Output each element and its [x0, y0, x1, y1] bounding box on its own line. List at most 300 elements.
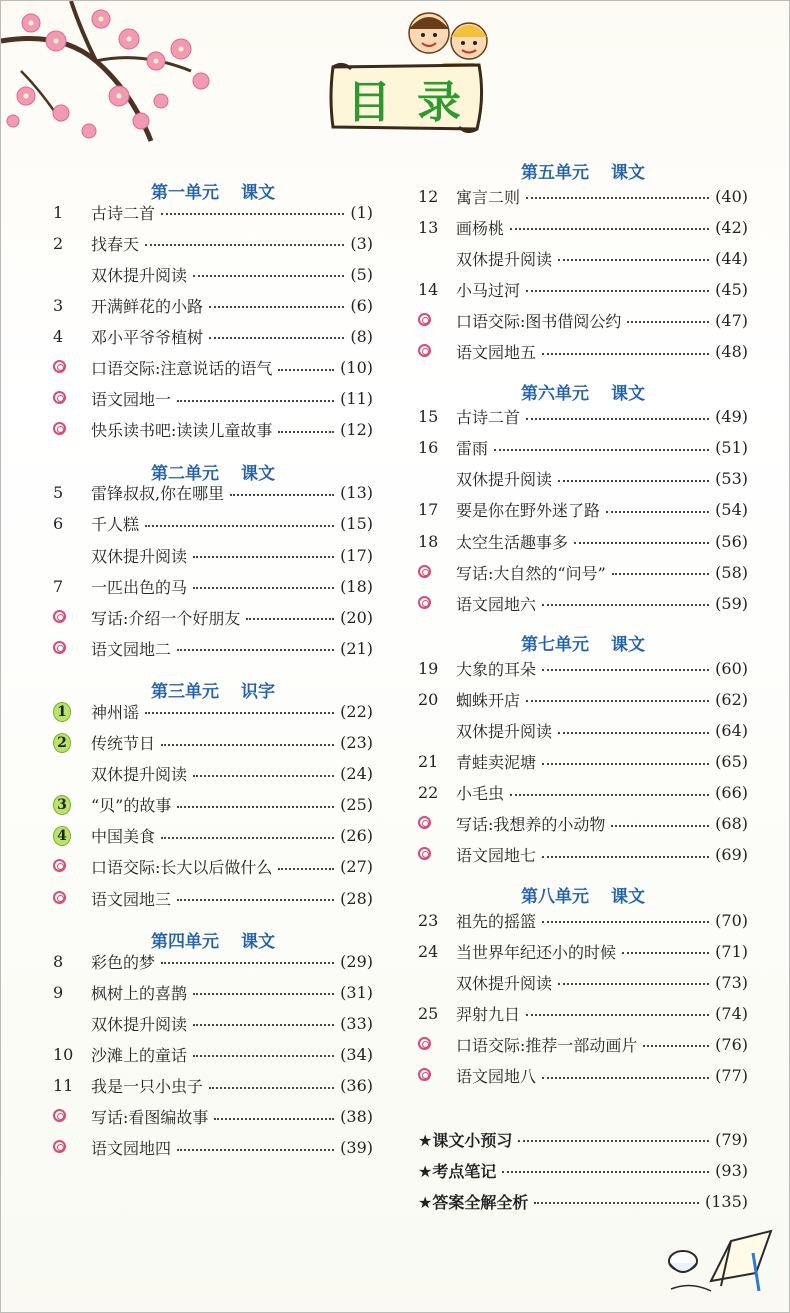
toc-entry[interactable] — [53, 947, 373, 975]
dot-leader — [558, 983, 709, 985]
page-number: (29) — [340, 951, 373, 971]
lesson-number: 12 — [418, 186, 439, 206]
toc-entry[interactable] — [418, 717, 748, 745]
lesson-number-badge — [53, 732, 91, 753]
lesson-number: 18 — [418, 531, 439, 551]
unit-name: 第七单元 — [521, 635, 589, 656]
entry-title: 中国美食 — [91, 827, 156, 847]
page-number: (5) — [350, 264, 373, 284]
green-number-badge: 2 — [53, 733, 71, 753]
lesson-number: 24 — [418, 941, 439, 961]
unit-name: 第四单元 — [151, 932, 219, 953]
entry-title: 语文园地四 — [91, 1139, 172, 1159]
dot-leader — [526, 197, 709, 199]
unit-kind: 识字 — [241, 682, 275, 703]
dot-leader — [510, 794, 709, 796]
dot-leader — [177, 899, 334, 901]
double-circle-icon — [418, 596, 431, 609]
page-number: (18) — [340, 576, 373, 596]
unit-name: 第三单元 — [151, 682, 219, 703]
lesson-number: 23 — [418, 910, 439, 930]
unit-heading — [418, 630, 748, 655]
appendix-title: ★考点笔记 — [418, 1161, 497, 1181]
circle-bullet-icon — [418, 311, 456, 330]
toc-entry[interactable] — [418, 968, 748, 996]
dot-leader — [177, 1149, 334, 1151]
double-circle-icon — [418, 313, 431, 326]
page-number: (64) — [715, 721, 748, 740]
toc-entry[interactable] — [53, 853, 373, 881]
dot-leader — [161, 213, 344, 215]
page-number: (77) — [715, 1066, 748, 1085]
dot-leader — [145, 525, 334, 527]
dot-leader — [542, 604, 709, 606]
toc-entry[interactable] — [418, 434, 748, 462]
toc-entry[interactable] — [53, 354, 373, 382]
page-number: (23) — [340, 733, 373, 752]
toc-entry[interactable] — [53, 760, 373, 788]
toc-entry[interactable] — [418, 275, 748, 303]
entry-title: 开满鲜花的小路 — [91, 296, 204, 316]
toc-entry[interactable] — [53, 260, 373, 288]
entry-title: 彩色的梦 — [91, 952, 156, 972]
dot-leader — [611, 825, 709, 827]
double-circle-icon — [53, 1109, 66, 1122]
page-number: (51) — [715, 438, 748, 458]
entry-title: 要是你在野外迷了路 — [456, 501, 601, 521]
entry-title: 大象的耳朵 — [456, 659, 537, 679]
unit-kind: 课文 — [241, 932, 275, 953]
double-circle-icon — [53, 391, 66, 404]
unit-heading — [418, 158, 748, 183]
lesson-number: 20 — [418, 689, 439, 709]
unit-kind: 课文 — [611, 163, 645, 183]
page-number: (17) — [340, 545, 373, 565]
toc-entry[interactable] — [53, 603, 373, 631]
page-number: (56) — [715, 531, 748, 551]
entry-title: 双休提升阅读 — [456, 470, 553, 490]
toc-entry[interactable] — [53, 884, 373, 912]
entry-title: 双休提升阅读 — [91, 546, 188, 566]
double-circle-icon — [53, 641, 66, 654]
toc-entry[interactable] — [418, 558, 748, 586]
page-number: (65) — [715, 752, 748, 772]
toc-entry[interactable] — [418, 906, 748, 934]
appendix-entry[interactable] — [418, 1156, 748, 1184]
dot-leader — [193, 587, 334, 589]
lesson-number: 6 — [53, 514, 64, 534]
lesson-number: 9 — [53, 982, 64, 1002]
toc-entry[interactable] — [418, 748, 748, 776]
page-number: (34) — [340, 1044, 373, 1064]
circle-bullet-icon — [53, 358, 91, 377]
toc-entry[interactable] — [53, 729, 373, 757]
page-number: (28) — [340, 888, 373, 908]
double-circle-icon — [418, 1068, 431, 1081]
dot-leader — [177, 806, 334, 808]
page-number: (38) — [340, 1107, 373, 1127]
page-number: (66) — [715, 783, 748, 803]
unit-name: 第八单元 — [521, 887, 589, 907]
lesson-number: 10 — [53, 1044, 74, 1064]
page-number: (135) — [704, 1191, 748, 1211]
dot-leader — [510, 228, 709, 230]
dot-leader — [193, 275, 344, 277]
entry-title: 找春天 — [91, 234, 140, 254]
lesson-number: 11 — [53, 1076, 74, 1095]
entry-title: 语文园地一 — [91, 390, 172, 410]
double-circle-icon — [53, 891, 66, 904]
page-number: (76) — [715, 1034, 748, 1054]
dot-leader — [542, 921, 709, 923]
page-number: (73) — [715, 972, 748, 992]
dot-leader — [193, 775, 334, 777]
toc-entry[interactable] — [418, 654, 748, 682]
lesson-number-badge — [53, 825, 91, 846]
double-circle-icon — [418, 816, 431, 829]
lesson-number: 17 — [418, 500, 439, 520]
entry-title: 双休提升阅读 — [456, 249, 553, 269]
circle-bullet-icon — [53, 1138, 91, 1157]
dot-leader — [145, 712, 334, 714]
entry-title: 写话:介绍一个好朋友 — [91, 608, 241, 628]
toc-entry[interactable] — [418, 527, 748, 555]
toc-entry[interactable] — [418, 685, 748, 713]
toc-entry[interactable] — [53, 1072, 373, 1100]
page-number: (79) — [715, 1129, 748, 1149]
dot-leader — [558, 480, 709, 482]
entry-title: 一匹出色的马 — [91, 577, 188, 597]
page-number: (71) — [715, 941, 748, 961]
page-number: (22) — [340, 701, 373, 721]
circle-bullet-icon — [53, 389, 91, 408]
dot-leader — [209, 1087, 334, 1089]
appendix-title: ★课文小预习 — [418, 1130, 513, 1150]
page-number: (62) — [715, 689, 748, 709]
toc-entry[interactable] — [53, 385, 373, 413]
toc-entry[interactable] — [53, 322, 373, 350]
dot-leader — [209, 337, 344, 339]
circle-bullet-icon — [418, 563, 456, 582]
lesson-number: 21 — [418, 752, 439, 772]
circle-bullet-icon — [53, 1107, 91, 1126]
dot-leader — [145, 244, 344, 246]
double-circle-icon — [53, 859, 66, 872]
dot-leader — [494, 449, 709, 451]
entry-title: 邓小平爷爷植树 — [91, 327, 204, 347]
toc-entry[interactable] — [418, 1030, 748, 1058]
entry-title: 语文园地二 — [91, 639, 172, 659]
entry-title: 写话:大自然的“问号” — [456, 563, 606, 583]
toc-entry[interactable] — [53, 1134, 373, 1162]
toc-entry[interactable] — [53, 229, 373, 257]
dot-leader — [558, 259, 709, 261]
double-circle-icon — [418, 1037, 431, 1050]
double-circle-icon — [53, 422, 66, 435]
unit-name: 第一单元 — [151, 183, 219, 203]
entry-title: “贝”的故事 — [91, 796, 172, 816]
double-circle-icon — [418, 344, 431, 357]
dot-leader — [502, 1171, 709, 1173]
entry-title: 语文园地六 — [456, 594, 537, 614]
entry-title: 千人糕 — [91, 515, 140, 535]
entry-title: 古诗二首 — [456, 408, 521, 428]
green-number-badge: 4 — [53, 826, 71, 846]
entry-title: 语文园地五 — [456, 343, 537, 362]
entry-title: 羿射九日 — [456, 1004, 521, 1024]
dot-leader — [193, 993, 334, 995]
entry-title: 双休提升阅读 — [456, 722, 553, 741]
entry-title: 写话:看图编故事 — [91, 1108, 209, 1128]
circle-bullet-icon — [53, 608, 91, 627]
dot-leader — [177, 400, 334, 402]
double-circle-icon — [418, 565, 431, 578]
entry-title: 写话:我想养的小动物 — [456, 815, 606, 835]
lesson-number: 14 — [418, 279, 439, 299]
dot-leader — [246, 618, 334, 620]
circle-bullet-icon — [418, 845, 456, 864]
unit-kind: 课文 — [241, 183, 275, 203]
dot-leader — [542, 1077, 709, 1079]
dot-leader — [526, 418, 709, 420]
green-number-badge: 3 — [53, 795, 71, 815]
lesson-number: 25 — [418, 1003, 439, 1023]
entry-title: 传统节日 — [91, 734, 156, 753]
page-number: (3) — [350, 233, 373, 253]
page-number: (24) — [340, 764, 373, 784]
page-number: (12) — [340, 420, 373, 440]
page-number: (54) — [715, 500, 748, 520]
double-circle-icon — [53, 360, 66, 373]
dot-leader — [542, 353, 709, 355]
dot-leader — [574, 542, 709, 544]
book-and-cup-icon — [661, 1211, 781, 1301]
appendix-entry[interactable] — [418, 1125, 748, 1153]
toc-entry[interactable] — [53, 634, 373, 662]
toc-entry[interactable] — [418, 182, 748, 210]
unit-heading — [418, 882, 748, 907]
circle-bullet-icon — [53, 889, 91, 908]
lesson-number: 16 — [418, 438, 439, 458]
dot-leader — [612, 573, 709, 575]
dot-leader — [177, 649, 334, 651]
unit-heading — [418, 379, 748, 404]
page-number: (42) — [715, 217, 748, 237]
title-char-1: 目 — [347, 77, 395, 128]
dot-leader — [558, 732, 709, 734]
entry-title: 青蛙卖泥塘 — [456, 753, 537, 773]
toc-entry[interactable] — [53, 1009, 373, 1037]
dot-leader — [278, 431, 334, 433]
lesson-number: 22 — [418, 783, 439, 803]
toc-entry[interactable] — [418, 937, 748, 965]
double-circle-icon — [53, 1140, 66, 1153]
toc-entry[interactable] — [418, 244, 748, 272]
dot-leader — [193, 556, 334, 558]
title-char-2: 录 — [417, 77, 465, 128]
toc-entry[interactable] — [53, 1040, 373, 1068]
page-number: (10) — [340, 358, 373, 377]
entry-title: 寓言二则 — [456, 187, 521, 207]
page-number: (31) — [340, 982, 373, 1002]
lesson-number: 13 — [418, 217, 439, 237]
entry-title: 口语交际:图书借阅公约 — [456, 311, 622, 331]
toc-entry[interactable] — [53, 510, 373, 538]
toc-entry[interactable] — [418, 999, 748, 1027]
lesson-number: 15 — [418, 407, 439, 427]
page-number: (20) — [340, 607, 373, 627]
circle-bullet-icon — [418, 594, 456, 613]
circle-bullet-icon — [418, 1066, 456, 1085]
page-number: (11) — [340, 389, 373, 409]
toc-entry[interactable] — [53, 198, 373, 226]
page-number: (48) — [715, 342, 748, 361]
entry-title: 口语交际:推荐一部动画片 — [456, 1035, 638, 1055]
entry-title: 口语交际:长大以后做什么 — [91, 858, 273, 878]
dot-leader — [278, 868, 334, 870]
dot-leader — [193, 1055, 334, 1057]
toc-entry[interactable] — [418, 779, 748, 807]
dot-leader — [542, 763, 709, 765]
toc-entry[interactable] — [418, 496, 748, 524]
lesson-number: 2 — [53, 233, 64, 253]
dot-leader — [542, 669, 709, 671]
toc-entry[interactable] — [53, 697, 373, 725]
entry-title: 当世界年纪还小的时候 — [456, 942, 617, 962]
circle-bullet-icon — [53, 857, 91, 876]
entry-title: 雷雨 — [456, 439, 489, 459]
dot-leader — [214, 1118, 334, 1120]
toc-entry[interactable] — [53, 416, 373, 444]
entry-title: 古诗二首 — [91, 203, 156, 223]
entry-title: 小马过河 — [456, 280, 521, 300]
entry-title: 沙滩上的童话 — [91, 1045, 188, 1065]
toc-entry[interactable] — [418, 213, 748, 241]
unit-name: 第二单元 — [151, 463, 219, 484]
toc-entry[interactable] — [53, 791, 373, 819]
toc-entry[interactable] — [418, 841, 748, 869]
page-number: (44) — [715, 248, 748, 268]
dot-leader — [161, 962, 334, 964]
lesson-number: 3 — [53, 295, 64, 315]
lesson-number: 4 — [53, 326, 64, 346]
entry-title: 我是一只小虫子 — [91, 1077, 204, 1096]
lesson-number-badge — [53, 794, 91, 815]
toc-entry[interactable] — [418, 306, 748, 334]
lesson-number: 7 — [53, 576, 64, 596]
entry-title: 语文园地三 — [91, 889, 172, 909]
entry-title: 祖先的摇篮 — [456, 911, 537, 931]
dot-leader — [518, 1140, 709, 1142]
toc-entry[interactable] — [418, 1062, 748, 1090]
page-number: (45) — [715, 279, 748, 299]
page-number: (40) — [715, 186, 748, 206]
page-number: (53) — [715, 469, 748, 489]
page-number: (74) — [715, 1003, 748, 1023]
toc-entry[interactable] — [418, 403, 748, 431]
toc-entry[interactable] — [53, 978, 373, 1006]
page-number: (60) — [715, 658, 748, 678]
entry-title: 双休提升阅读 — [91, 265, 188, 285]
toc-entry[interactable] — [418, 465, 748, 493]
page-number: (15) — [340, 514, 373, 534]
toc-entry[interactable] — [53, 479, 373, 507]
page-number: (36) — [340, 1076, 373, 1095]
toc-entry[interactable] — [418, 338, 748, 366]
dot-leader — [643, 1045, 709, 1047]
appendix-title: ★答案全解全析 — [418, 1192, 529, 1212]
unit-kind: 课文 — [611, 887, 645, 907]
unit-name: 第六单元 — [521, 383, 589, 404]
page-number: (27) — [340, 857, 373, 877]
toc-entry[interactable] — [53, 572, 373, 600]
toc-entry[interactable] — [53, 541, 373, 569]
dot-leader — [526, 290, 709, 292]
page-number: (93) — [715, 1160, 748, 1180]
lesson-number: 5 — [53, 483, 64, 503]
green-number-badge: 1 — [53, 702, 71, 722]
page-number: (59) — [715, 593, 748, 613]
toc-entry[interactable] — [418, 810, 748, 838]
toc-entry[interactable] — [418, 589, 748, 617]
dot-leader — [534, 1202, 699, 1204]
lesson-number: 8 — [53, 951, 64, 971]
entry-title: 画杨桃 — [456, 218, 505, 238]
dot-leader — [230, 494, 334, 496]
lesson-number-badge — [53, 701, 91, 722]
unit-name: 第五单元 — [521, 163, 589, 183]
entry-title: 语文园地七 — [456, 846, 537, 866]
page-number: (70) — [715, 910, 748, 930]
double-circle-icon — [418, 847, 431, 860]
entry-title: 双休提升阅读 — [91, 1014, 188, 1034]
toc-entry[interactable] — [53, 291, 373, 319]
circle-bullet-icon — [418, 342, 456, 361]
dot-leader — [526, 700, 709, 702]
page-number: (8) — [350, 326, 373, 346]
dot-leader — [526, 1014, 709, 1016]
page-number: (6) — [350, 295, 373, 315]
entry-title: 双休提升阅读 — [456, 973, 553, 993]
entry-title: 神州谣 — [91, 702, 140, 722]
page-number: (33) — [340, 1013, 373, 1033]
circle-bullet-icon — [418, 814, 456, 833]
circle-bullet-icon — [53, 639, 91, 658]
entry-title: 蜘蛛开店 — [456, 690, 521, 710]
entry-title: 小毛虫 — [456, 784, 505, 804]
dot-leader — [627, 321, 709, 323]
circle-bullet-icon — [53, 420, 91, 439]
entry-title: 太空生活趣事多 — [456, 532, 569, 552]
page-number: (25) — [340, 795, 373, 815]
dot-leader — [278, 369, 334, 371]
page-title — [327, 63, 485, 133]
toc-entry[interactable] — [53, 1103, 373, 1131]
page-number: (1) — [350, 202, 373, 222]
dot-leader — [606, 511, 709, 513]
unit-kind: 课文 — [611, 635, 645, 656]
entry-title: 枫树上的喜鹊 — [91, 983, 188, 1003]
lesson-number: 1 — [53, 202, 64, 222]
dot-leader — [161, 744, 334, 746]
page-number: (58) — [715, 562, 748, 582]
toc-entry[interactable] — [53, 822, 373, 850]
cherry-blossom-branch-icon — [1, 1, 231, 161]
page-number: (26) — [340, 826, 373, 846]
page-number: (69) — [715, 845, 748, 865]
dot-leader — [193, 1024, 334, 1026]
entry-title: 口语交际:注意说话的语气 — [91, 359, 273, 378]
